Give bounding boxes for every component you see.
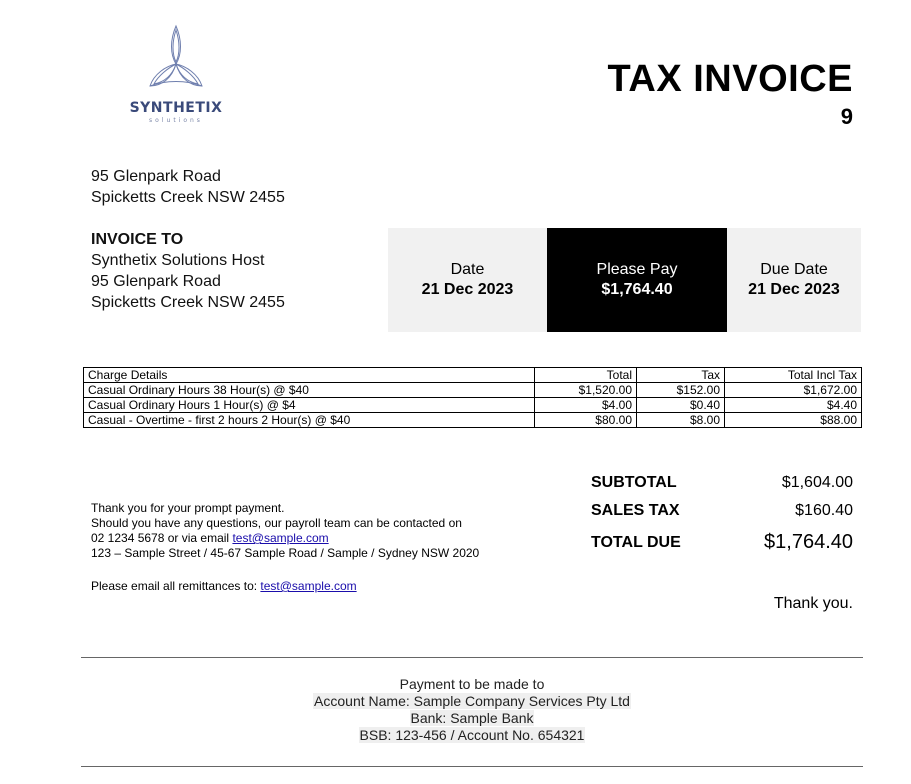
charge-total-incl-tax: $88.00 — [725, 413, 862, 428]
account-name: Account Name: Sample Company Services Pty Ltd — [314, 693, 630, 709]
charge-description: Casual Ordinary Hours 38 Hour(s) @ $40 — [84, 383, 535, 398]
table-row — [84, 413, 862, 428]
total-due-label: TOTAL DUE — [591, 534, 681, 551]
notes-line2: Should you have any questions, our payroll team can be contacted on — [91, 516, 462, 530]
divider — [81, 766, 863, 767]
subtotal-value: $1,604.00 — [781, 474, 853, 491]
company-logo — [118, 16, 234, 126]
charge-total-incl-tax: $1,672.00 — [725, 383, 862, 398]
table-row — [84, 398, 862, 413]
please-pay-label: Please Pay — [596, 261, 678, 278]
charge-description: Casual Ordinary Hours 1 Hour(s) @ $4 — [84, 398, 535, 413]
bill-to-heading: INVOICE TO — [91, 231, 184, 248]
charge-total-incl-tax: $4.40 — [725, 398, 862, 413]
column-header-total-incl-tax: Total Incl Tax — [725, 368, 862, 383]
due-date-box — [727, 228, 861, 332]
bill-to-name: Synthetix Solutions Host — [91, 252, 265, 269]
bill-to-address-line2: Spicketts Creek NSW 2455 — [91, 294, 285, 311]
remittance-email-link[interactable]: test@sample.com — [260, 579, 357, 593]
logo-tagline: solutions — [149, 117, 203, 124]
logo-brand-text: SYNTHETIX — [129, 100, 223, 116]
invoice-date-label: Date — [450, 261, 485, 278]
charge-total: $4.00 — [535, 398, 637, 413]
bill-to-address-line1: 95 Glenpark Road — [91, 273, 221, 290]
thank-you-note: Thank you. — [773, 595, 853, 612]
due-date-value: 21 Dec 2023 — [748, 281, 840, 298]
notes-line3-prefix: 02 1234 5678 or via email — [91, 531, 233, 545]
document-title: TAX INVOICE — [607, 58, 853, 100]
notes-line1: Thank you for your prompt payment. — [91, 501, 285, 515]
subtotal-label: SUBTOTAL — [591, 474, 677, 491]
charge-tax: $152.00 — [637, 383, 725, 398]
charge-total: $1,520.00 — [535, 383, 637, 398]
contact-email-link[interactable]: test@sample.com — [232, 531, 329, 545]
charges-table — [83, 367, 862, 428]
company-address-line2: Spicketts Creek NSW 2455 — [91, 189, 285, 206]
invoice-date-box — [388, 228, 547, 332]
bank-name: Bank: Sample Bank — [410, 710, 534, 726]
sales-tax-value: $160.40 — [795, 502, 853, 519]
bill-to-block — [91, 229, 285, 313]
invoice-number: 9 — [840, 104, 853, 129]
remittance-note — [91, 579, 357, 594]
column-header-charge-details: Charge Details — [84, 368, 535, 383]
remit-prefix: Please email all remittances to: — [91, 579, 261, 593]
column-header-total: Total — [535, 368, 637, 383]
table-row — [84, 383, 862, 398]
company-address — [91, 166, 285, 208]
charge-description: Casual - Overtime - first 2 hours 2 Hour(s) @ $40 — [84, 413, 535, 428]
notes-line4: 123 – Sample Street / 45-67 Sample Road / Sample / Sydney NSW 2020 — [91, 546, 480, 560]
invoice-date-value: 21 Dec 2023 — [421, 281, 514, 298]
charge-tax: $0.40 — [637, 398, 725, 413]
bsb-account: BSB: 123-456 / Account No. 654321 — [359, 727, 585, 743]
payment-details — [81, 676, 863, 744]
payment-notes — [91, 501, 551, 561]
notes-line3 — [91, 531, 551, 546]
due-date-label: Due Date — [760, 261, 828, 278]
divider — [81, 657, 863, 658]
charge-tax: $8.00 — [637, 413, 725, 428]
total-due-value: $1,764.40 — [764, 531, 853, 553]
please-pay-value: $1,764.40 — [601, 281, 673, 298]
sales-tax-label: SALES TAX — [591, 502, 680, 519]
payment-heading: Payment to be made to — [399, 676, 545, 692]
charges-header-row — [84, 368, 862, 383]
company-address-line1: 95 Glenpark Road — [91, 168, 221, 185]
please-pay-box — [547, 228, 727, 332]
charge-total: $80.00 — [535, 413, 637, 428]
logo-mark-icon — [136, 20, 216, 100]
column-header-tax: Tax — [637, 368, 725, 383]
